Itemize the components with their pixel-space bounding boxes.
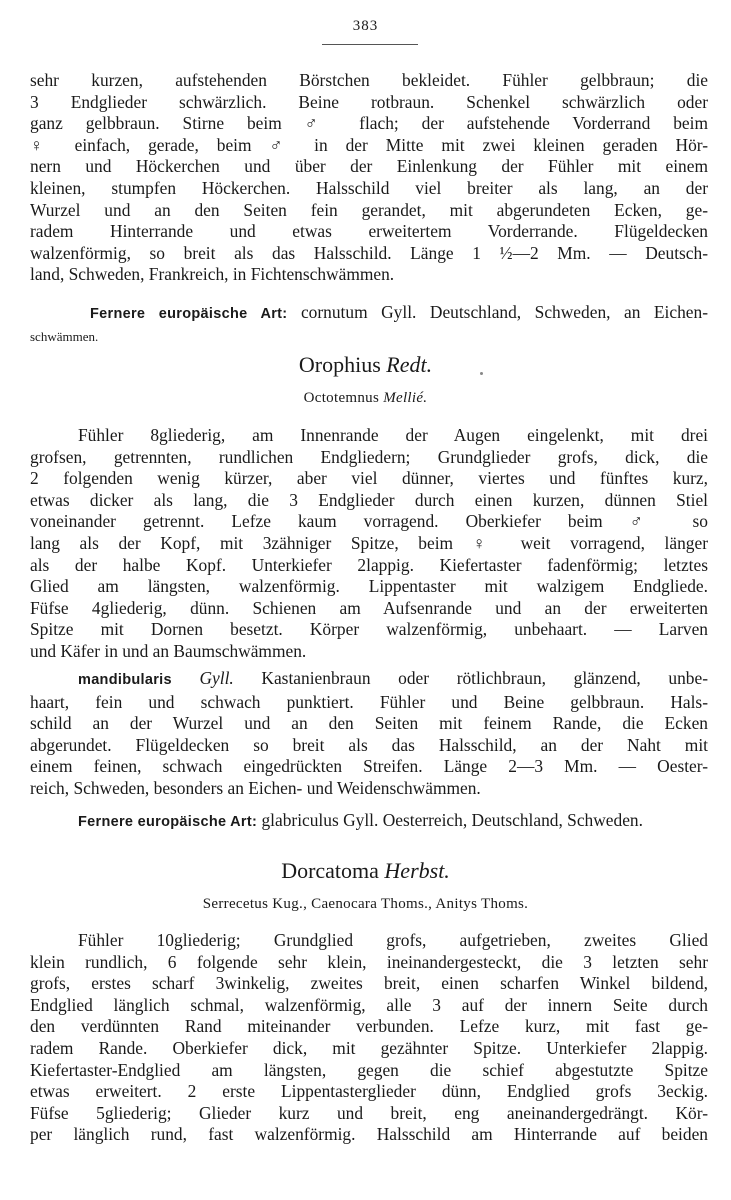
text-line: ganz gelbbraun. Stirne beim ♂ flach; der aufstehende Vorderrand beim [30, 113, 708, 134]
text-line: Wurzel und an den Seiten fein gerandet, mit abgerundeten Ecken, ge- [30, 199, 708, 220]
text-line: voneinander getrennt. Lefze kaum vorragend. Oberkiefer beim ♂ so [30, 511, 708, 532]
text-line: und Käfer in und an Baumschwämmen. [30, 640, 307, 661]
text-line: etwas dicker als lang, die 3 Endglieder durch einen kurzen, dünnen Stiel [30, 489, 708, 510]
genus-author: Redt. [386, 352, 433, 377]
text-line: radem Rande. Oberkiefer dick, mit gezähnter Spitze. Unterkiefer 2lappig. [30, 1037, 708, 1058]
genus-name: Dorcatoma [281, 858, 379, 883]
print-speck [480, 372, 483, 375]
genus-heading-dorcatoma [0, 858, 731, 884]
text-line: kleinen, stumpfen Höckerchen. Halsschild viel breiter als lang, an der [30, 177, 708, 198]
text-line: grofs, erstes scharf 3winkelig, zweites breit, einen scharfen Winkel bildend, [30, 973, 708, 994]
text-line: Fühler 10gliederig; Grundglied grofs, aufgetrieben, zweites Glied [78, 930, 708, 950]
text-line: Füfse 4gliederig, dünn. Schienen am Aufsenrande und an der erweiterten [30, 597, 708, 618]
text-line: per länglich rund, fast walzenförmig. Halsschild am Hinterrande auf beiden [30, 1124, 708, 1145]
text-line: abgerundet. Flügeldecken so breit als das Halsschild, an der Naht mit [30, 734, 708, 755]
species-name: mandibularis [78, 672, 172, 688]
genus-heading-orophius [0, 352, 731, 378]
intro-paragraph [30, 70, 708, 286]
text-line: etwas erweitert. 2 erste Lippentasterglieder dünn, Endglied grofs 3eckig. [30, 1081, 708, 1102]
text-line: ♀ einfach, gerade, beim ♂ in der Mitte mit zwei kleinen geraden Hör- [30, 134, 708, 155]
further-species-label: Fernere europäische Art: [78, 814, 258, 830]
synonym-name: Octotemnus [303, 390, 380, 406]
text-line: radem Hinterrande und etwas erweitertem Vorderrande. Flügeldecken [30, 221, 708, 242]
text-line: Füfse 5gliederig; Glieder kurz und breit, eng aneinandergedrängt. Kör- [30, 1102, 708, 1123]
species-first-line [30, 668, 708, 692]
species-author: Gyll. [199, 668, 234, 688]
orophius-description [30, 425, 708, 663]
text-line: lang als der Kopf, mit 3zähniger Spitze, beim ♀ weit vorragend, länger [30, 532, 708, 553]
text-line: haart, fein und schwach punktiert. Fühler und Beine gelbbraun. Hals- [30, 691, 708, 712]
text-line: Kiefertaster-Endglied am längsten, gegen die schief abgestutzte Spitze [30, 1059, 708, 1080]
text-line: grofsen, getrennten, rundlichen Endgliedern; Grundglieder grofs, dick, die [30, 446, 708, 467]
further-species-continuation: schwämmen. [30, 328, 99, 344]
text-line: land, Schweden, Frankreich, in Fichtenschwämmen. [30, 264, 395, 285]
text-line: Fühler 8gliederig, am Innenrande der Augen eingelenkt, mit drei [78, 425, 708, 445]
genus-synonyms-orophius [0, 390, 731, 407]
page-number: 383 [352, 18, 379, 34]
text-line: 2 folgenden wenig kürzer, aber viel dünner, viertes und fünftes kurz, [30, 468, 708, 489]
text-line: schild an der Wurzel und an den Seiten mit feinem Rande, die Ecken [30, 713, 708, 734]
genus-author: Herbst. [384, 858, 450, 883]
text-line: walzenförmig, so breit als das Halsschild. Länge 1 ½—2 Mm. — Deutsch- [30, 242, 708, 263]
further-species-line [30, 302, 708, 326]
further-species-note [30, 302, 708, 347]
text-line: Spitze mit Dornen besetzt. Körper walzenförmig, unbehaart. — Larven [30, 619, 708, 640]
species-mandibularis [30, 668, 708, 800]
text-line: einem feinen, schwach eingedrückten Streifen. Länge 2—3 Mm. — Oester- [30, 756, 708, 777]
genus-synonyms-dorcatoma: Serrecetus Kug., Caenocara Thoms., Anitys Thoms. [202, 896, 529, 912]
further-species-line [30, 810, 708, 834]
text-line: Endglied länglich schmal, walzenförmig, alle 3 auf der innern Seite durch [30, 994, 708, 1015]
header-rule [322, 44, 418, 45]
text-line: nern und Höckerchen und über der Einlenkung der Fühler mit einem [30, 156, 708, 177]
text-line: sehr kurzen, aufstehenden Börstchen bekleidet. Fühler gelbbraun; die [30, 70, 708, 90]
dorcatoma-description [30, 930, 708, 1146]
text-line: als der halbe Kopf. Unterkiefer 2lappig. Kiefertaster fadenförmig; letztes [30, 554, 708, 575]
genus-name: Orophius [298, 352, 381, 377]
further-species-text: glabriculus Gyll. Oesterreich, Deutschland, Schweden. [257, 810, 643, 830]
text-line: den verdünnten Rand miteinander verbunden. Lefze kurz, mit fast ge- [30, 1016, 708, 1037]
text-line: 3 Endglieder schwärzlich. Beine rotbraun. Schenkel schwärzlich oder [30, 91, 708, 112]
further-species-text: cornutum Gyll. Deutschland, Schweden, an Eichen- [287, 302, 708, 322]
synonym-author: Mellié. [383, 390, 428, 406]
text-line: klein rundlich, 6 folgende sehr klein, ineinandergesteckt, die 3 letzten sehr [30, 951, 708, 972]
further-species-note-orophius [30, 810, 708, 834]
further-species-label: Fernere europäische Art: [90, 306, 288, 322]
text-line: reich, Schweden, besonders an Eichen- und Weidenschwämmen. [30, 777, 481, 798]
text-line: Glied am längsten, walzenförmig. Lippentaster mit walzigem Endgliede. [30, 576, 708, 597]
species-text: Kastanienbraun oder rötlichbraun, glänzend, unbe- [233, 668, 708, 688]
